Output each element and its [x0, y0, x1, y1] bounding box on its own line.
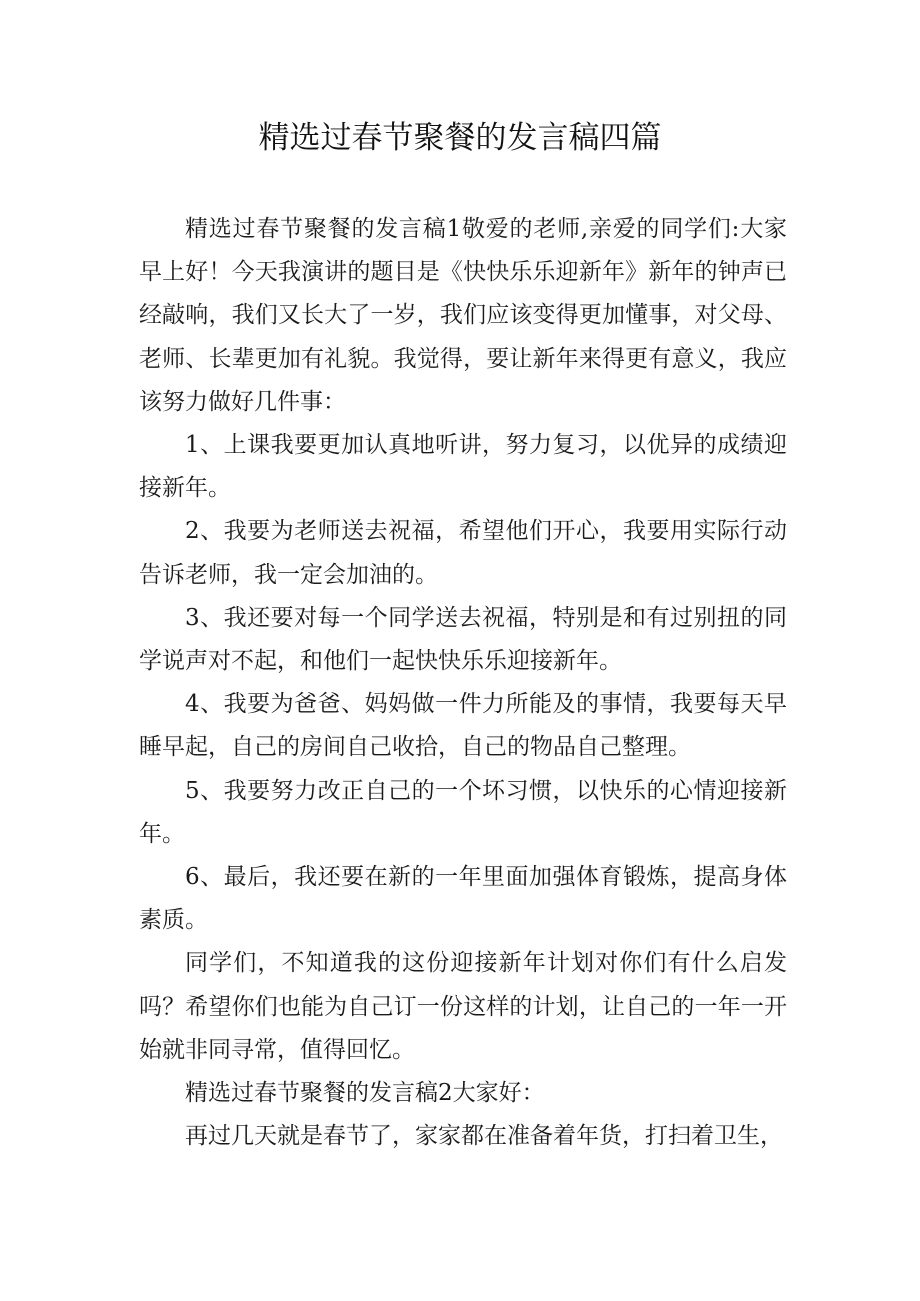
paragraph-intro: 精选过春节聚餐的发言稿1敬爱的老师,亲爱的同学们:大家早上好！今天我演讲的题目是《快快乐乐迎新年》新年的钟声已经敲响，我们又长大了一岁，我们应该变得更加懂事，对父母、老师、长辈更加有礼貌。我觉得，要让新年来得更有意义，我应该努力做好几件事：	[139, 216, 787, 415]
document-body	[139, 208, 787, 1158]
paragraph-item-3: 3、我还要对每一个同学送去祝福，特别是和有过别扭的同学说声对不起，和他们一起快快乐乐迎接新年。	[139, 604, 787, 675]
paragraph-item-6: 6、最后，我还要在新的一年里面加强体育锻炼，提高身体素质。	[139, 864, 787, 934]
paragraph-speech-2-heading: 精选过春节聚餐的发言稿2大家好：	[185, 1080, 545, 1107]
paragraph-speech-2-start: 再过几天就是春节了，家家都在准备着年货，打扫着卫生，	[185, 1123, 783, 1150]
paragraph-item-2: 2、我要为老师送去祝福，希望他们开心，我要用实际行动告诉老师，我一定会加油的。	[139, 518, 787, 588]
paragraph-item-4: 4、我要为爸爸、妈妈做一件力所能及的事情，我要每天早睡早起，自己的房间自己收拾，自己的物品自己整理。	[139, 691, 787, 761]
document-title: 精选过春节聚餐的发言稿四篇	[258, 120, 662, 156]
paragraph-item-1: 1、上课我要更加认真地听讲，努力复习，以优异的成绩迎接新年。	[139, 432, 787, 502]
paragraph-closing: 同学们，不知道我的这份迎接新年计划对你们有什么启发吗？希望你们也能为自己订一份这样的计划，让自己的一年一开始就非同寻常，值得回忆。	[139, 950, 787, 1063]
paragraph-item-5: 5、我要努力改正自己的一个坏习惯，以快乐的心情迎接新年。	[139, 777, 787, 847]
